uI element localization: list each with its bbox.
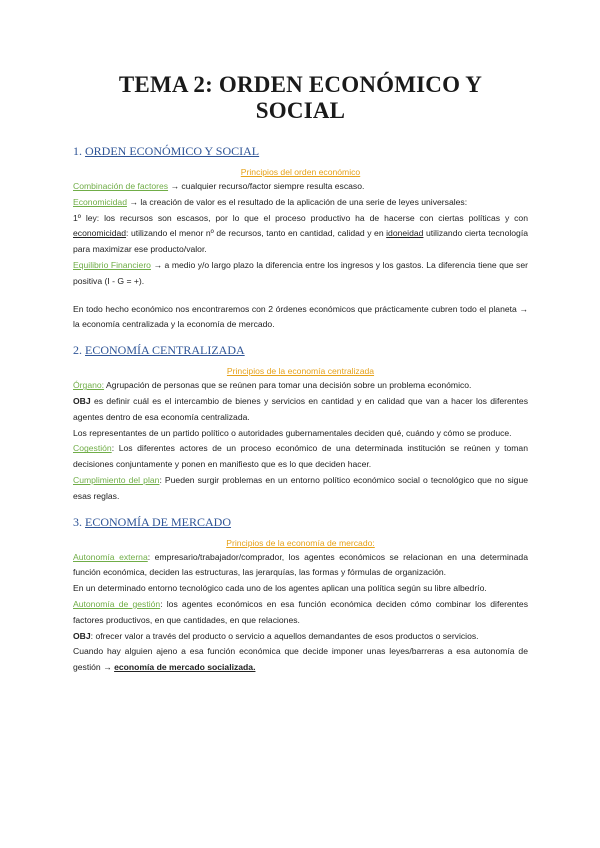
text: → cualquier recurso/factor siempre resulta escaso. [168,181,365,191]
section-heading-text: ORDEN ECONÓMICO Y SOCIAL [85,144,260,158]
section-heading [73,144,528,159]
section-heading-text: ECONOMÍA DE MERCADO [85,514,232,529]
text: : Pueden surgir problemas en un entorno político económico social o tecnológico que no sigue esas reglas. [73,474,529,501]
section-economia-mercado [73,515,528,676]
paragraph [73,378,528,504]
term: Autonomía de gestión [73,598,161,609]
text: Cuando hay alguien ajeno a esa función económica que decide imponer unas leyes/barreras a esa autonomía de gestión → [73,646,528,673]
text: : empresario/trabajador/comprador, los agentes económicos se relacionan en una determinada función económica, deciden las estructuras, las jerarquías, las formas y fórmulas de organización. [73,551,528,578]
term: Cumplimiento del plan [73,474,160,485]
underlined-text: economicidad [73,228,127,239]
text: → la creación de valor es el resultado de la aplicación de una serie de leyes universales: [126,196,468,207]
paragraph: En todo hecho económico nos encontraremos con 2 órdenes económicos que prácticamente cubren todo el planeta → la economía centralizada y la economía de mercado. [73,303,528,330]
section-number: 2. [73,343,85,358]
text: : los agentes económicos en esa función económica deciden cómo combinar los diferentes factores productivos, en que cantidades, en que relaciones. [73,598,528,625]
paragraph [73,179,528,290]
term: Combinación de factores [73,181,169,191]
section-economia-centralizada [73,343,528,504]
section-subheading: Principios de la economía de mercado: [226,537,375,548]
paragraph [73,550,528,676]
term: Cogestión [73,443,112,454]
text: → a medio y/o largo plazo la diferencia entre los ingresos y los gastos. La diferencia tiene que ser positiva (I - G = +). [73,259,528,286]
text: Agrupación de personas que se reúnen para tomar una decisión sobre un problema económico. [104,380,472,391]
underlined-text: idoneidad [386,228,424,239]
term: Órgano: [73,380,105,391]
bold-underlined-text: economía de mercado socializada. [114,662,256,673]
section-heading [73,515,528,530]
term: Autonomía externa [73,551,148,562]
text: : utilizando el menor nº de recursos, tanto en cantidad, calidad y en [126,228,387,239]
bold-text: OBJ [73,395,91,406]
section-subheading: Principios del orden económico [240,167,361,177]
page-title: TEMA 2: ORDEN ECONÓMICO Y SOCIAL [118,72,483,123]
section-heading [73,343,528,358]
document-page [73,72,528,676]
text: : ofrecer valor a través del producto o servicio a aquellos demandantes de esos productos o servicios. [90,630,479,641]
bold-text: OBJ [73,630,91,641]
section-number: 1. [73,144,85,158]
text: utilizando cierta tecnología para maximizar ese producto/valor. [73,228,528,255]
section-number: 3. [73,514,85,529]
section-subheading: Principios de la economía centralizada [226,366,375,377]
text: : Los diferentes actores de un proceso económico de una determinada institución se reúnen y toman decisiones conjuntamente y ponen en manifiesto que es lo que deciden hacer. [73,443,528,470]
text: En un determinado entorno tecnológico cada uno de los agentes aplican una política según su libre albedrío. [73,583,487,594]
section-heading-text: ECONOMÍA CENTRALIZADA [85,343,245,358]
text: Los representantes de un partido político o autoridades gubernamentales deciden qué, cuándo y cómo se produce. [73,427,512,438]
text: es definir cuál es el intercambio de bienes y servicios en cantidad y en calidad que van a hacer los diferentes agentes dentro de esa economía centralizada. [73,395,528,422]
term: Equilibrio Financiero [73,259,151,270]
text: 1º ley: los recursos son escasos, por lo que el proceso productivo ha de hacerse con ciertas políticas y con [73,212,528,223]
term: Economicidad [73,196,127,207]
section-orden-economico [73,144,528,333]
